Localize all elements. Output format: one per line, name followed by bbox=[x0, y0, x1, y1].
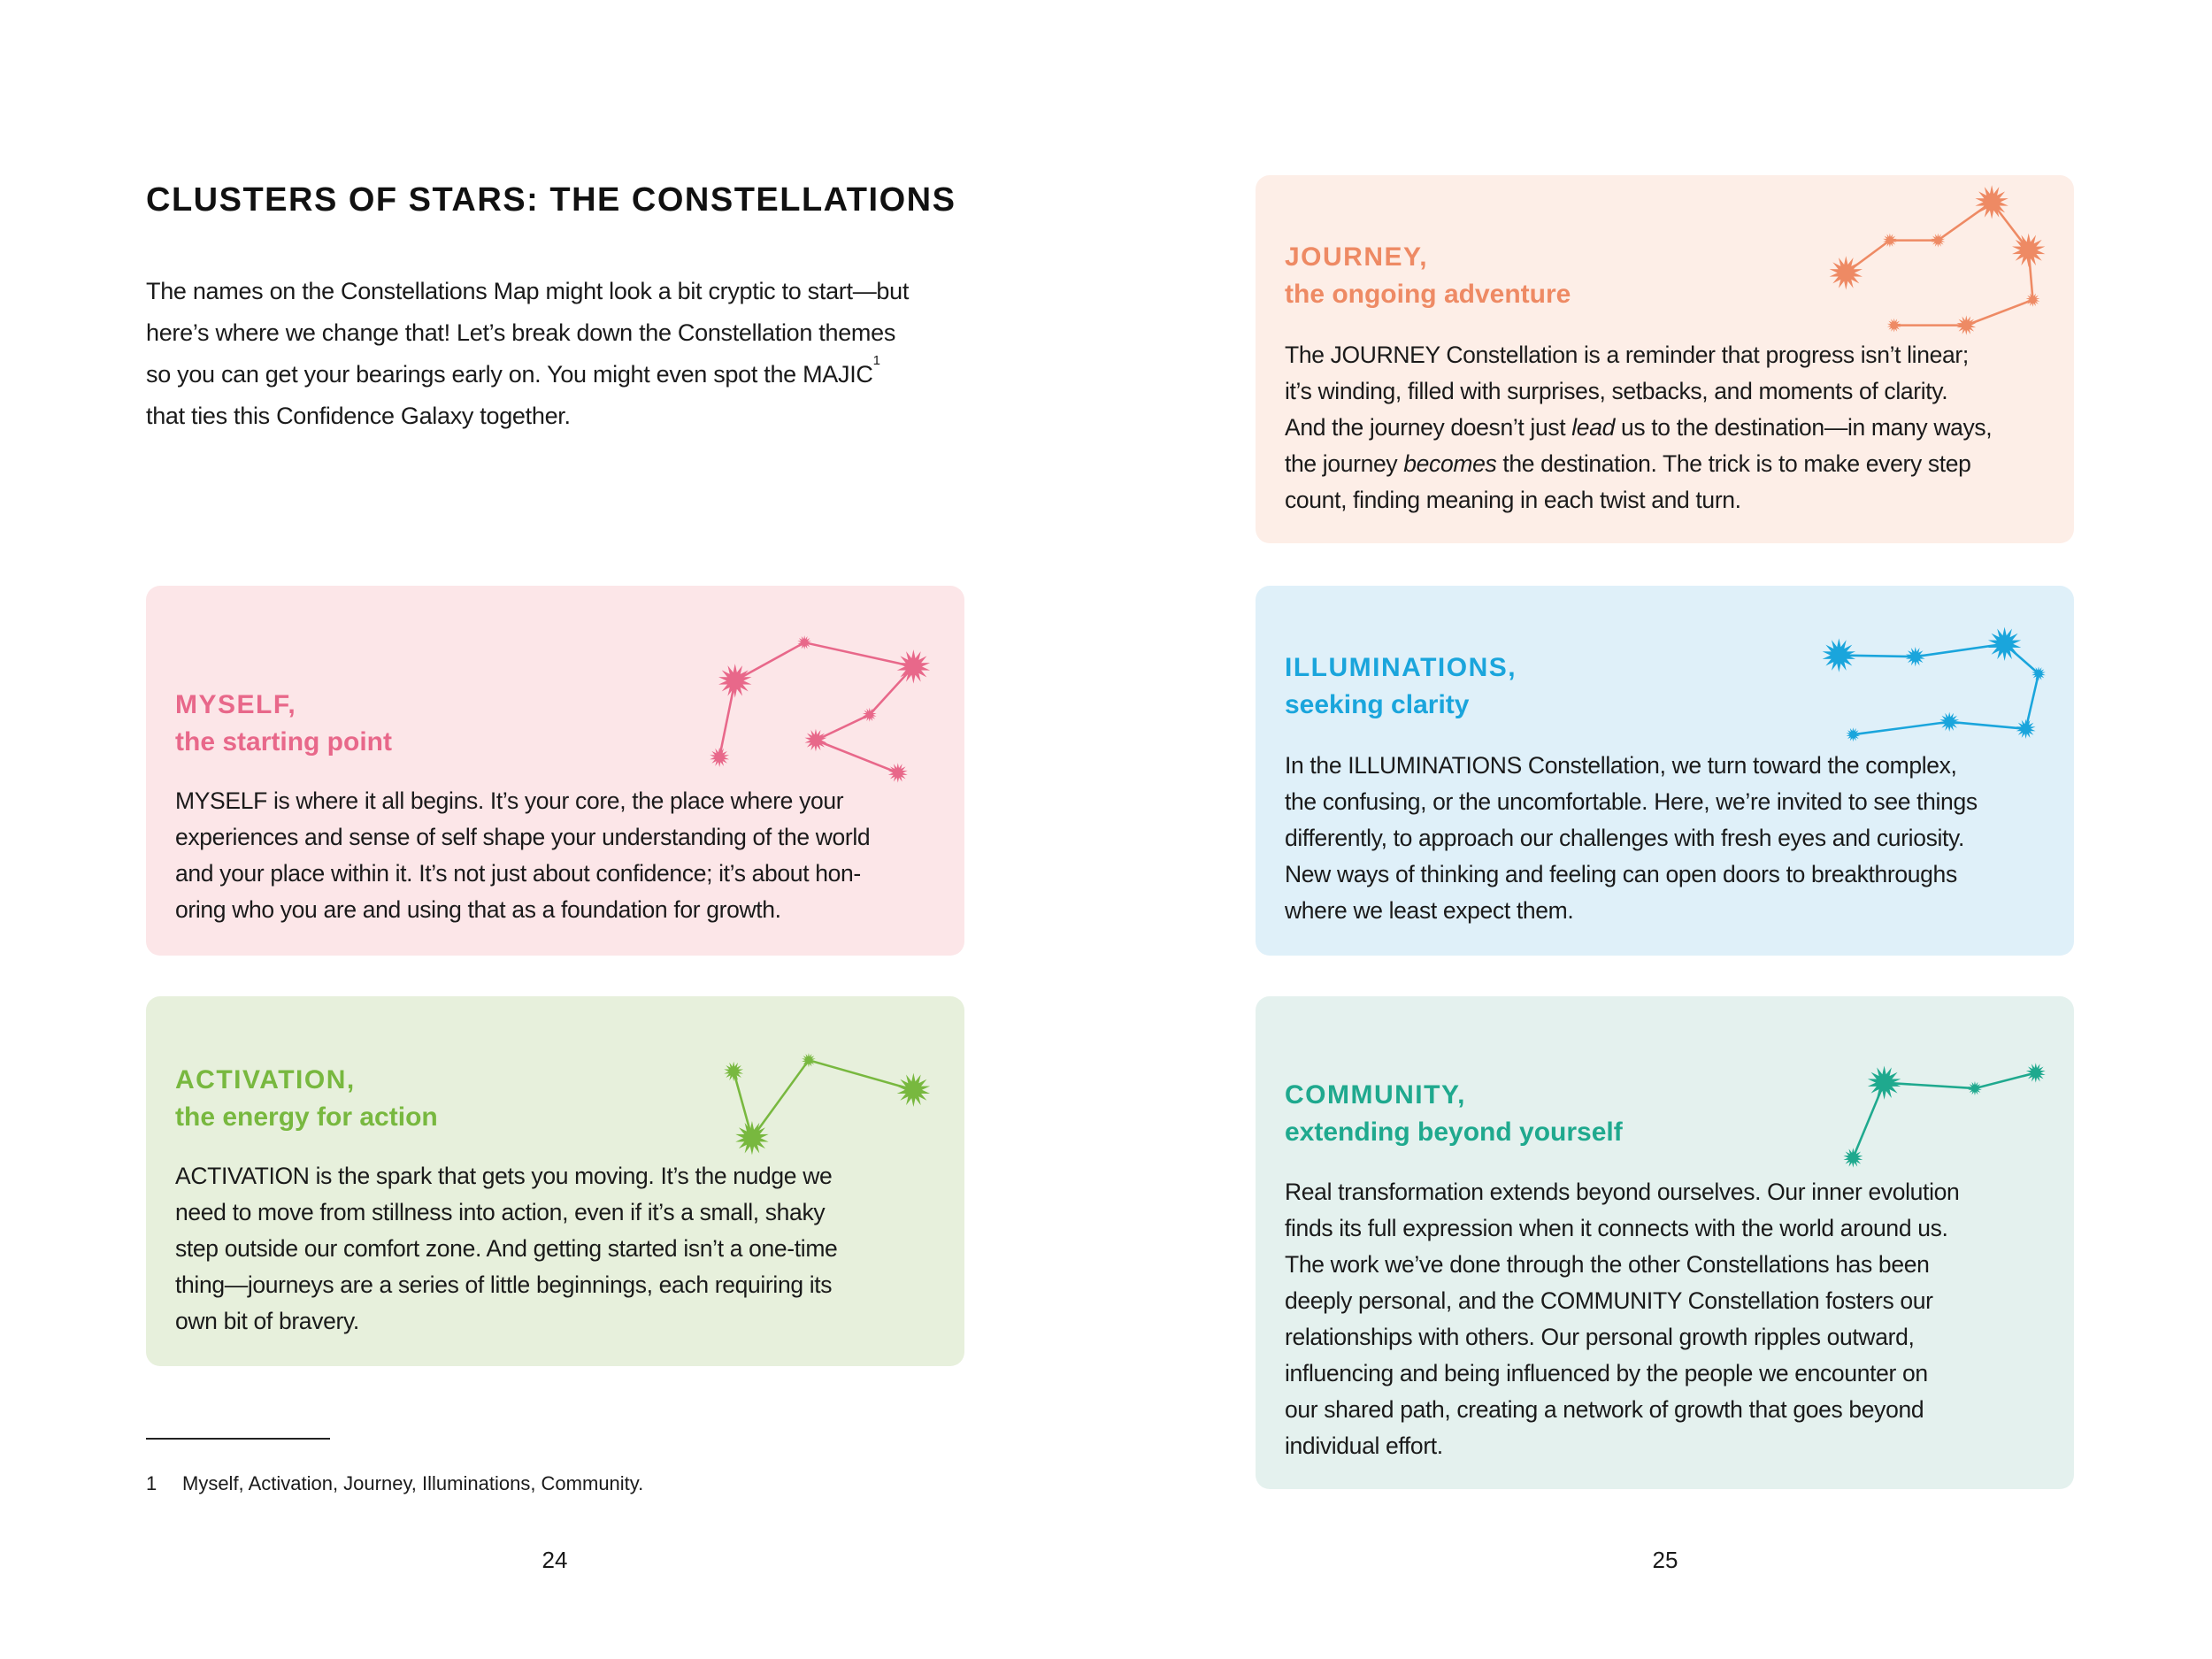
community-description bbox=[1285, 1174, 1959, 1464]
description-line: thing—journeys are a series of little beginnings, each requiring its bbox=[175, 1271, 833, 1299]
journey-card bbox=[1256, 175, 2074, 543]
intro-line bbox=[146, 354, 909, 396]
description-line: New ways of thinking and feeling can open doors to breakthroughs bbox=[1285, 861, 1957, 888]
description-line: influencing and being influenced by the people we encounter on bbox=[1285, 1359, 1928, 1386]
description-line: where we least expect them. bbox=[1285, 897, 1574, 925]
description-line: The work we’ve done through the other Constellations has been bbox=[1285, 1250, 1930, 1278]
footnote-reference: 1 bbox=[872, 353, 880, 368]
description-line: In the ILLUMINATIONS Constellation, we turn toward the complex, bbox=[1285, 752, 1957, 780]
description-line: deeply personal, and the COMMUNITY Constellation fosters our bbox=[1285, 1286, 1933, 1314]
description-line: ACTIVATION is the spark that gets you moving. It’s the nudge we bbox=[175, 1163, 833, 1190]
journey-title: JOURNEY, bbox=[1285, 242, 1429, 272]
description-line: The JOURNEY Constellation is a reminder that progress isn’t linear; bbox=[1285, 342, 1969, 369]
page-number-right: 25 bbox=[1652, 1547, 1678, 1573]
star-icon bbox=[1975, 185, 2008, 219]
description-line: and your place within it. It’s not just about confidence; it’s about hon- bbox=[175, 860, 861, 887]
illuminations-card bbox=[1256, 586, 2074, 956]
page-title: CLUSTERS OF STARS: THE CONSTELLATIONS bbox=[146, 181, 956, 219]
constellation-line bbox=[1839, 644, 2039, 734]
intro-line: here’s where we change that! Let’s break down the Constellation themes bbox=[146, 319, 896, 346]
intro-paragraph bbox=[146, 271, 909, 437]
activation-subtitle: the energy for action bbox=[175, 1102, 438, 1132]
star-icon bbox=[735, 1121, 768, 1155]
intro-line: that ties this Confidence Galaxy together. bbox=[146, 403, 571, 429]
intro-line: The names on the Constellations Map might look a bit cryptic to start—but bbox=[146, 278, 910, 304]
description-line: the confusing, or the uncomfortable. Here, we’re invited to see things bbox=[1285, 788, 1978, 816]
description-line: experiences and sense of self shape your understanding of the world bbox=[175, 824, 871, 851]
description-line: own bit of bravery. bbox=[175, 1308, 359, 1335]
illuminations-title: ILLUMINATIONS, bbox=[1285, 653, 1517, 682]
footnote bbox=[146, 1472, 643, 1495]
description-line: step outside our comfort zone. And getting started isn’t a one-time bbox=[175, 1235, 838, 1263]
star-icon bbox=[2026, 1063, 2046, 1082]
activation-title: ACTIVATION, bbox=[175, 1064, 356, 1094]
community-subtitle: extending beyond yourself bbox=[1285, 1118, 1623, 1148]
footnote-text: Myself, Activation, Journey, Illuminations, Community. bbox=[182, 1472, 644, 1494]
text-segment: us to the destination—in many ways, bbox=[1614, 414, 1993, 442]
star-icon bbox=[804, 729, 826, 752]
myself-card bbox=[146, 586, 964, 956]
description-line: finds its full expression when it connects with the world around us. bbox=[1285, 1214, 1948, 1241]
intro-line-text: so you can get your bearings early on. You might even spot the MAJIC bbox=[146, 361, 873, 388]
constellation-line bbox=[733, 1060, 913, 1138]
description-line: oring who you are and using that as a foundation for growth. bbox=[175, 896, 781, 924]
community-title: COMMUNITY, bbox=[1285, 1080, 1466, 1110]
footnote-divider bbox=[146, 1438, 330, 1440]
star-icon bbox=[2012, 234, 2045, 267]
constellation-line bbox=[719, 642, 913, 772]
constellation-line bbox=[1846, 202, 2032, 325]
star-icon bbox=[724, 1062, 743, 1081]
emphasis-text: lead bbox=[1571, 414, 1615, 442]
emphasis-text: becomes bbox=[1403, 450, 1497, 478]
description-line: our shared path, creating a network of growth that goes beyond bbox=[1285, 1395, 1924, 1423]
myself-description bbox=[175, 783, 870, 928]
description-line: individual effort. bbox=[1285, 1432, 1443, 1459]
text-segment: And the journey doesn’t just bbox=[1285, 414, 1572, 442]
star-icon bbox=[888, 763, 908, 782]
journey-subtitle: the ongoing adventure bbox=[1285, 280, 1571, 309]
journey-description bbox=[1285, 337, 1992, 518]
star-icon bbox=[1988, 627, 2021, 661]
star-icon bbox=[710, 748, 729, 767]
description-line bbox=[1285, 446, 1992, 482]
activation-card bbox=[146, 996, 964, 1366]
star-icon bbox=[1843, 1148, 1863, 1167]
description-line: need to move from stillness into action, even if it’s a small, shaky bbox=[175, 1199, 826, 1226]
footnote-number: 1 bbox=[146, 1472, 157, 1494]
activation-description bbox=[175, 1158, 837, 1340]
description-line bbox=[1285, 410, 1992, 446]
text-segment: the destination. The trick is to make every step bbox=[1496, 450, 1971, 478]
star-icon bbox=[718, 664, 751, 697]
description-line: MYSELF is where it all begins. It’s your core, the place where your bbox=[175, 787, 844, 815]
myself-title: MYSELF, bbox=[175, 689, 297, 719]
description-line: it’s winding, filled with surprises, setbacks, and moments of clarity. bbox=[1285, 378, 1948, 405]
description-line: relationships with others. Our personal growth ripples outward, bbox=[1285, 1323, 1915, 1350]
community-card bbox=[1256, 996, 2074, 1489]
illuminations-subtitle: seeking clarity bbox=[1285, 690, 1470, 719]
description-line: differently, to approach our challenges with fresh eyes and curiosity. bbox=[1285, 825, 1964, 852]
star-icon bbox=[897, 1073, 930, 1107]
illuminations-description bbox=[1285, 748, 1978, 929]
text-segment: the journey bbox=[1285, 450, 1404, 478]
description-line: Real transformation extends beyond ourselves. Our inner evolution bbox=[1285, 1178, 1960, 1205]
myself-subtitle: the starting point bbox=[175, 726, 392, 757]
star-icon bbox=[2026, 293, 2040, 307]
star-icon bbox=[1830, 256, 1863, 289]
page-number-left: 24 bbox=[541, 1547, 568, 1573]
description-line: count, finding meaning in each twist and turn. bbox=[1285, 487, 1741, 514]
